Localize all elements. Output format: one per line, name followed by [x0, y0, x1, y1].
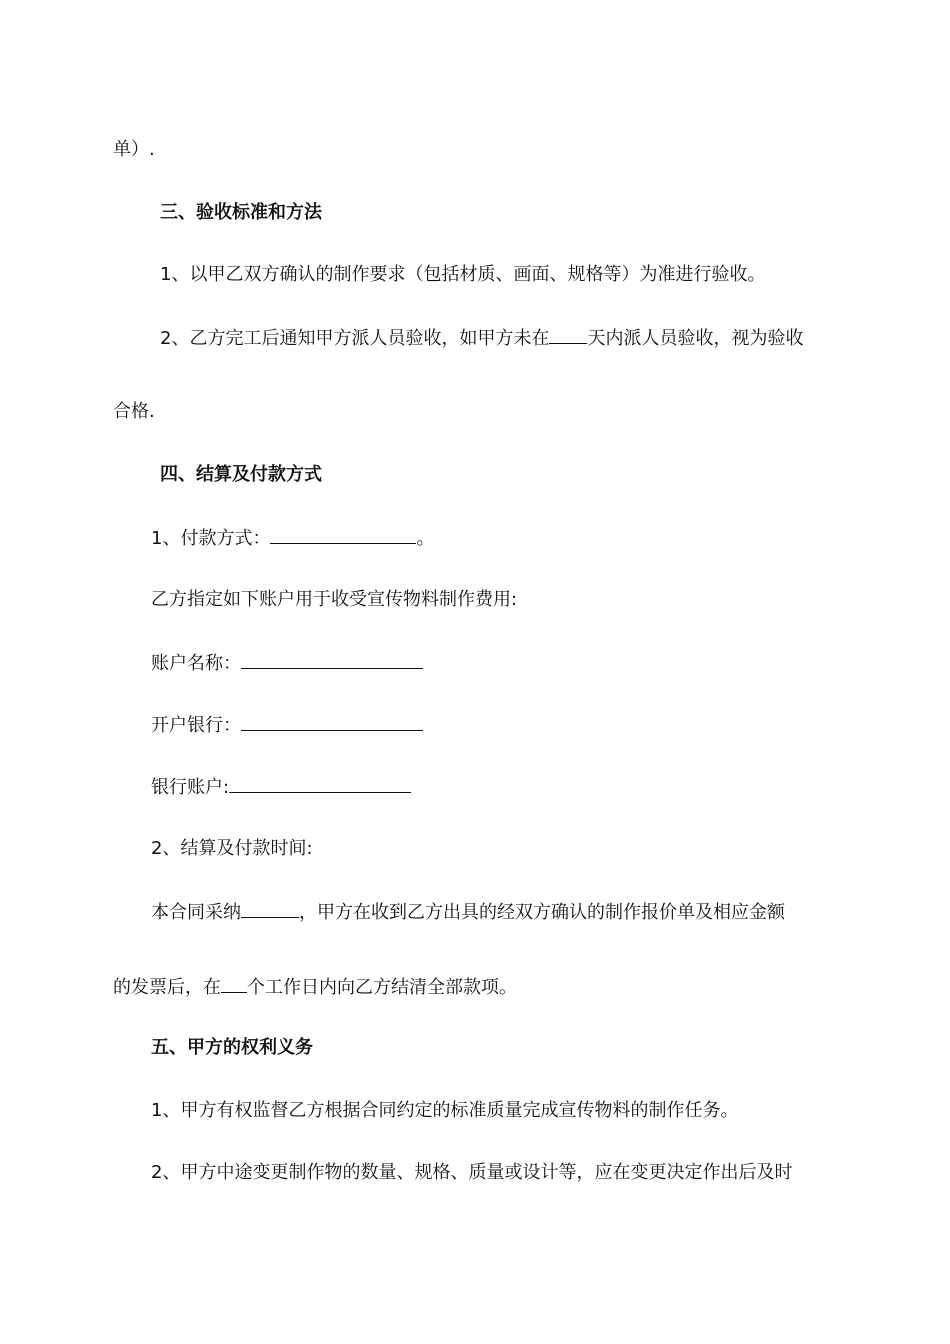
- fill-in-blank: [549, 325, 587, 344]
- heading-text: 三、验收标准和方法: [160, 202, 322, 223]
- text-fragment: 2、结算及付款时间:: [151, 838, 313, 859]
- text-line: [113, 138, 155, 162]
- fill-in-blank: [270, 525, 416, 544]
- text-line: [151, 1099, 738, 1123]
- bank-line: [151, 712, 423, 738]
- bank-label: 开户银行：: [151, 715, 241, 736]
- text-line: [151, 899, 785, 925]
- text-line: [160, 325, 803, 351]
- text-line: [151, 1161, 792, 1185]
- section-heading-3: [160, 201, 322, 225]
- text-line: [151, 588, 517, 612]
- text-fragment: 的发票后，在: [113, 977, 221, 998]
- text-fragment: 1、甲方有权监督乙方根据合同约定的标准质量完成宣传物料的制作任务。: [151, 1100, 739, 1121]
- fill-in-blank: [229, 774, 411, 793]
- fill-in-blank: [241, 650, 423, 669]
- text-fragment: ，甲方在收到乙方出具的经双方确认的制作报价单及相应金额: [299, 902, 785, 923]
- bank-account-label: 银行账户:: [151, 777, 230, 798]
- text-fragment: 。: [416, 528, 435, 549]
- heading-text: 四、结算及付款方式: [160, 464, 322, 485]
- text-fragment: 本合同采纳: [151, 902, 241, 923]
- account-name-line: [151, 650, 423, 676]
- text-fragment: 2、乙方完工后通知甲方派人员验收，如甲方未在: [160, 328, 550, 349]
- section-heading-4: [160, 463, 322, 487]
- text-fragment: 个工作日内向乙方结清全部款项。: [247, 977, 517, 998]
- text-line: [151, 525, 434, 551]
- text-line: [160, 263, 765, 287]
- heading-text: 五、甲方的权利义务: [151, 1037, 313, 1058]
- account-name-label: 账户名称：: [151, 653, 241, 674]
- text-fragment: 合格.: [113, 401, 155, 422]
- text-fragment: 乙方指定如下账户用于收受宣传物料制作费用:: [151, 589, 518, 610]
- text-fragment: 单）.: [113, 139, 155, 160]
- fill-in-blank: [241, 899, 299, 918]
- bank-account-line: [151, 774, 411, 800]
- text-fragment: 2、甲方中途变更制作物的数量、规格、质量或设计等，应在变更决定作出后及时: [151, 1162, 793, 1183]
- text-line: [113, 400, 155, 424]
- section-heading-5: [151, 1036, 313, 1060]
- fill-in-blank: [221, 974, 247, 993]
- text-fragment: 1、以甲乙双方确认的制作要求（包括材质、画面、规格等）为准进行验收。: [160, 264, 766, 285]
- text-line: [151, 837, 313, 861]
- text-line: [113, 974, 517, 1000]
- text-fragment: 1、付款方式：: [151, 528, 271, 549]
- fill-in-blank: [241, 712, 423, 731]
- text-fragment: 天内派人员验收，视为验收: [587, 328, 804, 349]
